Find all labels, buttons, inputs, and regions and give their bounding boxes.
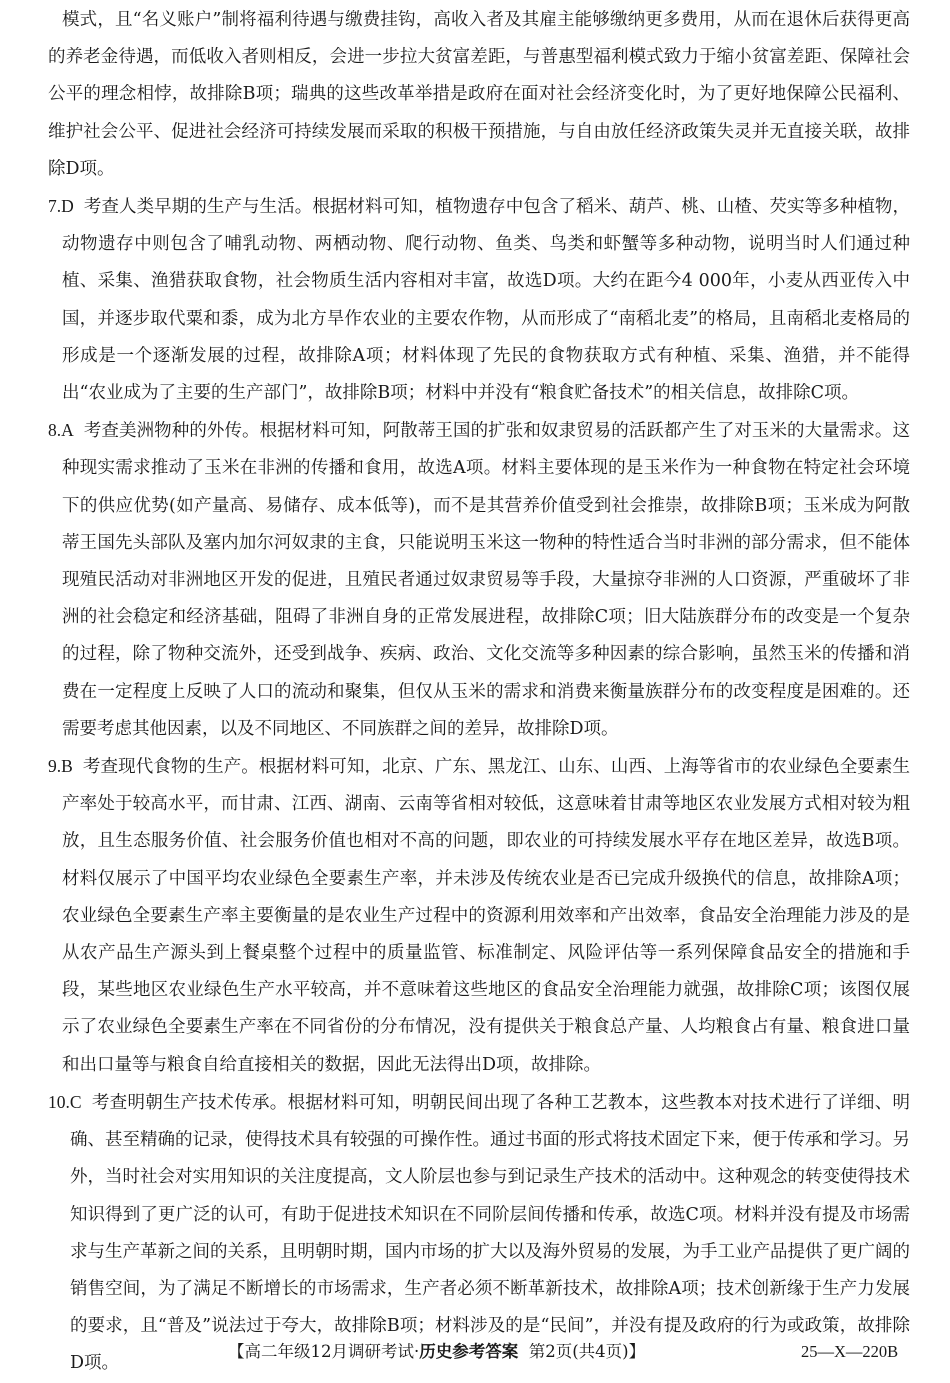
footer-exam-name: 高二年级12月调研考试 [244,1342,414,1361]
question-answer: D [61,196,74,217]
footer-page-info: 第2页(共4页) [528,1342,629,1361]
continuation-paragraph: 模式，且“名义账户”制将福利待遇与缴费挂钩，高收入者及其雇主能够缴纳更多费用，从而在退休后获得更高的养老金待遇，而低收入者则相反，会进一步拉大贫富差距，与普惠型福利模式致力于缩小贫富差距、保障社会公平的理念相悖，故排除B项；瑞典的这些改革举措是政府在面对社会经济变化时，为了更好地保障公民福利、维护社会公平、促进社会经济可持续发展而采取的积极干预措施，与自由放任经济政策失灵并无直接关联，故排除D项。 [48,10,910,179]
page-footer [228,1340,918,1364]
footer-right-bracket: 】 [628,1342,646,1361]
question-number: 8. [48,420,62,441]
question-answer: B [61,756,73,777]
footer-dot: · [414,1342,420,1361]
question-explanation: 考查人类早期的生产与生活。根据材料可知，植物遗存中包含了稻米、葫芦、桃、山楂、芡实等多种植物，动物遗存中则包含了哺乳动物、两栖动物、爬行动物、鱼类、鸟类和虾蟹等多种动物，说明当时人们通过种植、采集、渔猎获取食物，社会物质生活内容相对丰富，故选D项。大约在距今4 000年，小麦从西亚传入中国，并逐步取代粟和黍，成为北方旱作农业的主要农作物，从而形成了“南稻北麦”的格局，且南稻北麦格局的形成是一个逐渐发展的过程，故排除A项；材料体现了先民的食物获取方式有种植、采集、渔猎，并不能得出“农业成为了主要的生产部门”，故排除B项；材料中并没有“粮食贮备技术”的相关信息，故排除C项。 [62,197,910,404]
question-explanation: 考查美洲物种的外传。根据材料可知，阿散蒂王国的扩张和奴隶贸易的活跃都产生了对玉米的大量需求。这种现实需求推动了玉米在非洲的传播和食用，故选A项。材料主要体现的是玉米作为一种食物在特定社会环境下的供应优势(如产量高、易储存、成本低等)，而不是其营养价值受到社会推崇，故排除B项；玉米成为阿散蒂王国先头部队及塞内加尔河奴隶的主食，只能说明玉米这一物种的特性适合当时非洲的部分需求，但不能体现殖民活动对非洲地区开发的促进，且殖民者通过奴隶贸易等手段，大量掠夺非洲的人口资源，严重破坏了非洲的社会稳定和经济基础，阻碍了非洲自身的正常发展进程，故排除C项；旧大陆族群分布的改变是一个复杂的过程，除了物种交流外，还受到战争、疾病、政治、文化交流等多种因素的综合影响，虽然玉米的传播和消费在一定程度上反映了人口的流动和聚集，但仅从玉米的需求和消费来衡量族群分布的改变程度是困难的。还需要考虑其他因素，以及不同地区、不同族群之间的差异，故排除D项。 [62,421,910,739]
question-8-head [48,421,84,441]
question-number: 10. [48,1091,70,1112]
footer-left-bracket: 【 [228,1342,245,1361]
question-7-head [48,197,84,217]
question-number: 9. [48,756,62,777]
question-explanation: 考查现代食物的生产。根据材料可知，北京、广东、黑龙江、山东、山西、上海等省市的农业绿色全要素生产率处于较高水平，而甘肃、江西、湖南、云南等省相对较低，这意味着甘肃等地区农业发展方式相对较为粗放，且生态服务价值、社会服务价值也相对不高的问题，即农业的可持续发展水平存在地区差异，故选B项。材料仅展示了中国平均农业绿色全要素生产率，并未涉及传统农业是否已完成升级换代的信息，故排除A项；农业绿色全要素生产率主要衡量的是农业生产过程中的资源利用效率和产出效率，食品安全治理能力涉及的是从农产品生产源头到上餐桌整个过程中的质量监管、标准制定、风险评估等一系列保障食品安全的措施和手段，某些地区农业绿色生产水平较高，并不意味着这些地区的食品安全治理能力就强，故排除C项；该图仅展示了农业绿色全要素生产率在不同省份的分布情况，没有提供关于粮食总产量、人均粮食占有量、粮食进口量和出口量等与粮食自给直接相关的数据，因此无法得出D项，故排除。 [62,757,910,1075]
answer-content [48,2,910,1383]
question-10 [48,1084,910,1383]
question-9-head [48,757,83,777]
question-answer: A [61,420,74,441]
question-7 [48,188,910,412]
question-10-head [48,1093,92,1113]
question-answer: C [69,1091,82,1112]
footer-exam-code: 25—X—220B [801,1342,899,1361]
question-9 [48,748,910,1084]
question-8 [48,412,910,748]
footer-subject: 历史参考答案 [419,1342,519,1361]
question-explanation: 考查明朝生产技术传承。根据材料可知，明朝民间出现了各种工艺教本，这些教本对技术进行了详细、明确、甚至精确的记录，使得技术具有较强的可操作性。通过书面的形式将技术固定下来，便于传承和学习。另外，当时社会对实用知识的关注度提高，文人阶层也参与到记录生产技术的活动中。这种观念的转变使得技术知识得到了更广泛的认可，有助于促进技术知识在不同阶层间传播和传承，故选C项。材料并没有提及市场需求与生产革新之间的关系，且明朝时期，国内市场的扩大以及海外贸易的发展，为手工业产品提供了更广阔的销售空间，为了满足不断增长的市场需求，生产者必须不断革新技术，故排除A项；技术创新缘于生产力发展的要求，且“普及”说法过于夸大，故排除B项；材料涉及的是“民间”，并没有提及政府的行为或政策，故排除D项。 [70,1092,910,1374]
question-number: 7. [48,196,62,217]
